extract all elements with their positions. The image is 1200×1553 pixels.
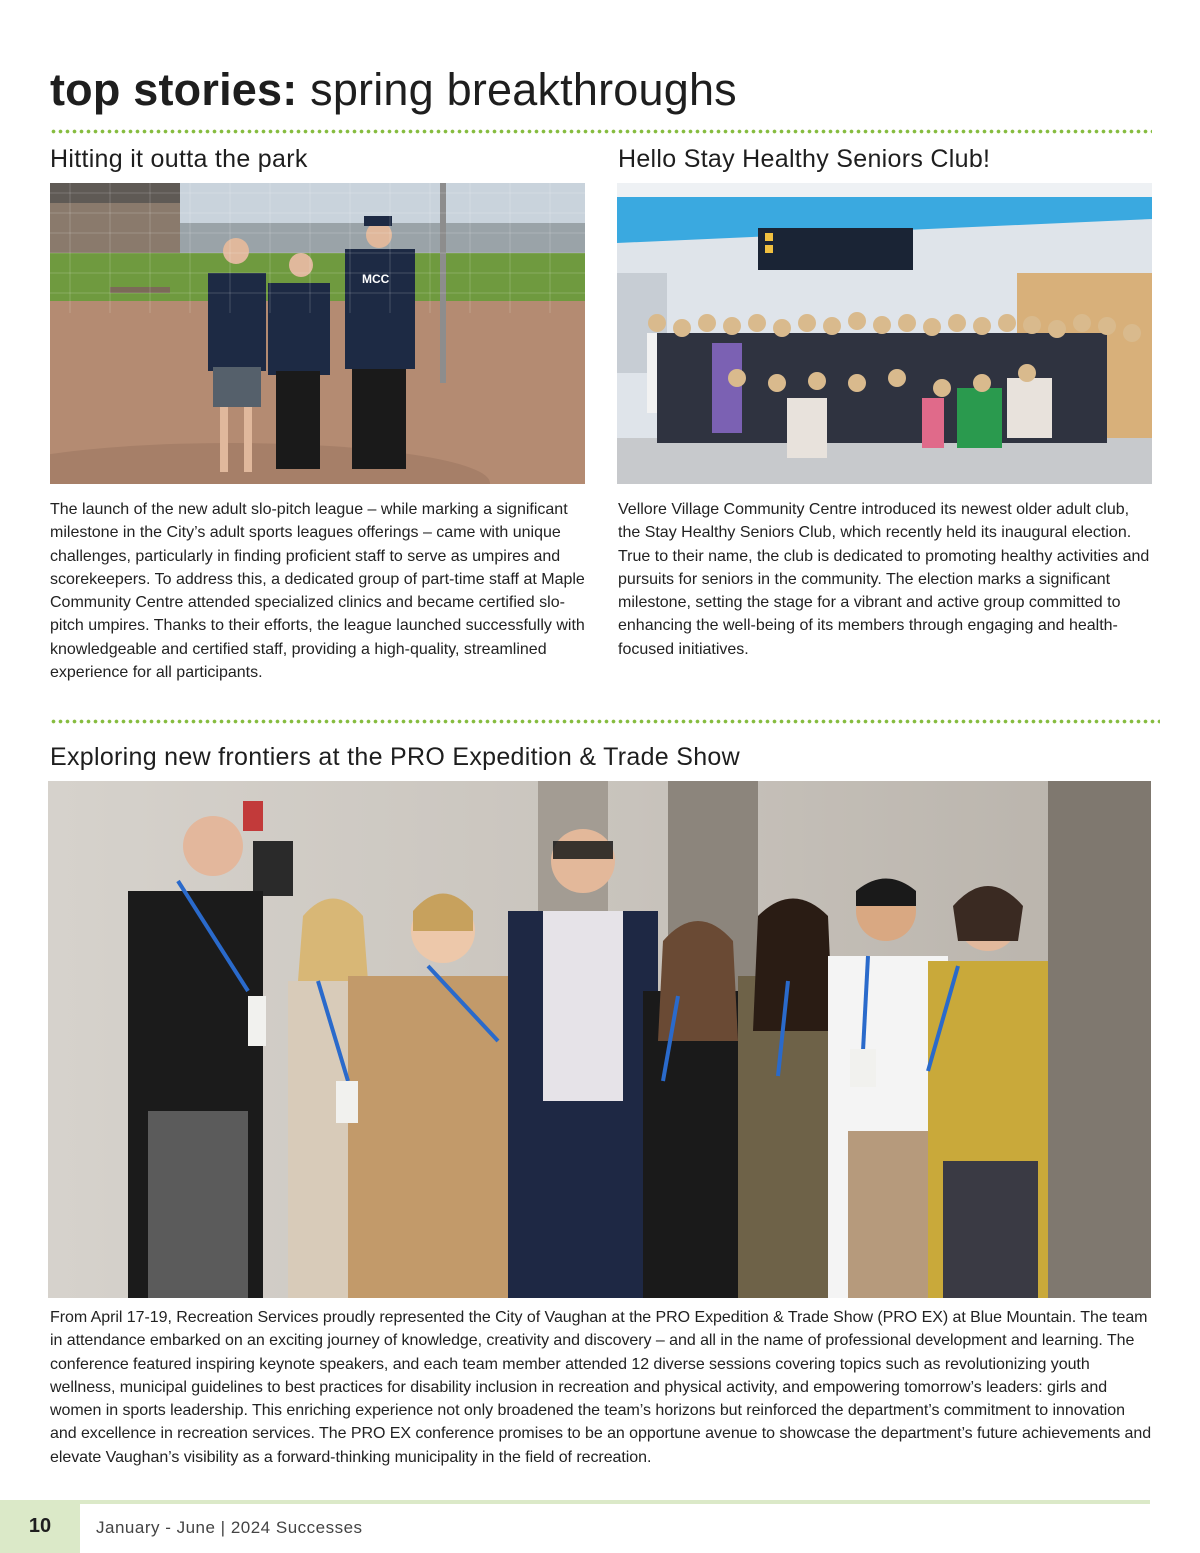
page-number: 10 (28, 1515, 52, 1537)
top-dotted-divider (50, 129, 1152, 134)
shirt-text: MCC (362, 272, 390, 286)
story-2-body: Vellore Village Community Centre introduced its newest older adult club, the Stay Healthy Seniors Club, which recently held its inaugural election. True to their name, the club is dedicated to promoting healthy activities and pursuits for seniors in the community. The election marks a significant milestone, setting the stage for a vibrant and active group committed to enhancing the well-being of its members through engaging and health-focused initiatives. (618, 501, 1150, 658)
baseball-staff-photo (50, 183, 585, 484)
page-number-box (0, 1500, 80, 1553)
footer-text: January - June | 2024 Successes (96, 1518, 363, 1537)
story-3-title: Exploring new frontiers at the PRO Expedition & Trade Show (50, 743, 740, 771)
page-title-bold: top stories: (50, 64, 298, 115)
story-1-body: The launch of the new adult slo-pitch league – while marking a significant milestone in the City’s adult sports leagues offerings – came with unique challenges, particularly in finding proficient staff to serve as umpires and scorekeepers. To address this, a dedicated group of part-time staff at Maple Community Centre attended specialized clinics and became certified slo-pitch umpires. Thanks to their efforts, the league launched successfully with knowledgeable and certified staff, providing a high-quality, streamlined experience for all participants. (50, 501, 585, 682)
story-2-title: Hello Stay Healthy Seniors Club! (618, 145, 991, 173)
trade-show-team-photo (48, 781, 1151, 1298)
page-title (50, 64, 737, 116)
seniors-club-photo (617, 183, 1152, 484)
story-3-body: From April 17-19, Recreation Services proudly represented the City of Vaughan at the PRO Expedition & Trade Show (PRO EX) at Blue Mountain. The team in attendance embarked on an exciting journey of knowledge, creativity and discovery – and all in the name of professional development and learning. The conference featured inspiring keynote speakers, and each team member attended 12 diverse sessions covering topics such as revolutionizing youth wellness, municipal guidelines to best practices for disability inclusion in recreation and physical activity, and empowering tomorrow’s leaders: girls and women in sports leadership. This enriching experience not only broadened the team’s horizons but reinforced the department’s commitment to innovation and excellence in recreation services. The PRO EX conference promises to be an opportune avenue to showcase the department’s future achievements and elevate Vaughan’s visibility as a forward-thinking municipality in the field of recreation. (50, 1309, 1152, 1466)
middle-dotted-divider (50, 719, 1160, 724)
page-title-rest: spring breakthroughs (297, 64, 737, 115)
footer-bar (0, 1500, 1150, 1504)
story-1-title: Hitting it outta the park (50, 145, 308, 173)
